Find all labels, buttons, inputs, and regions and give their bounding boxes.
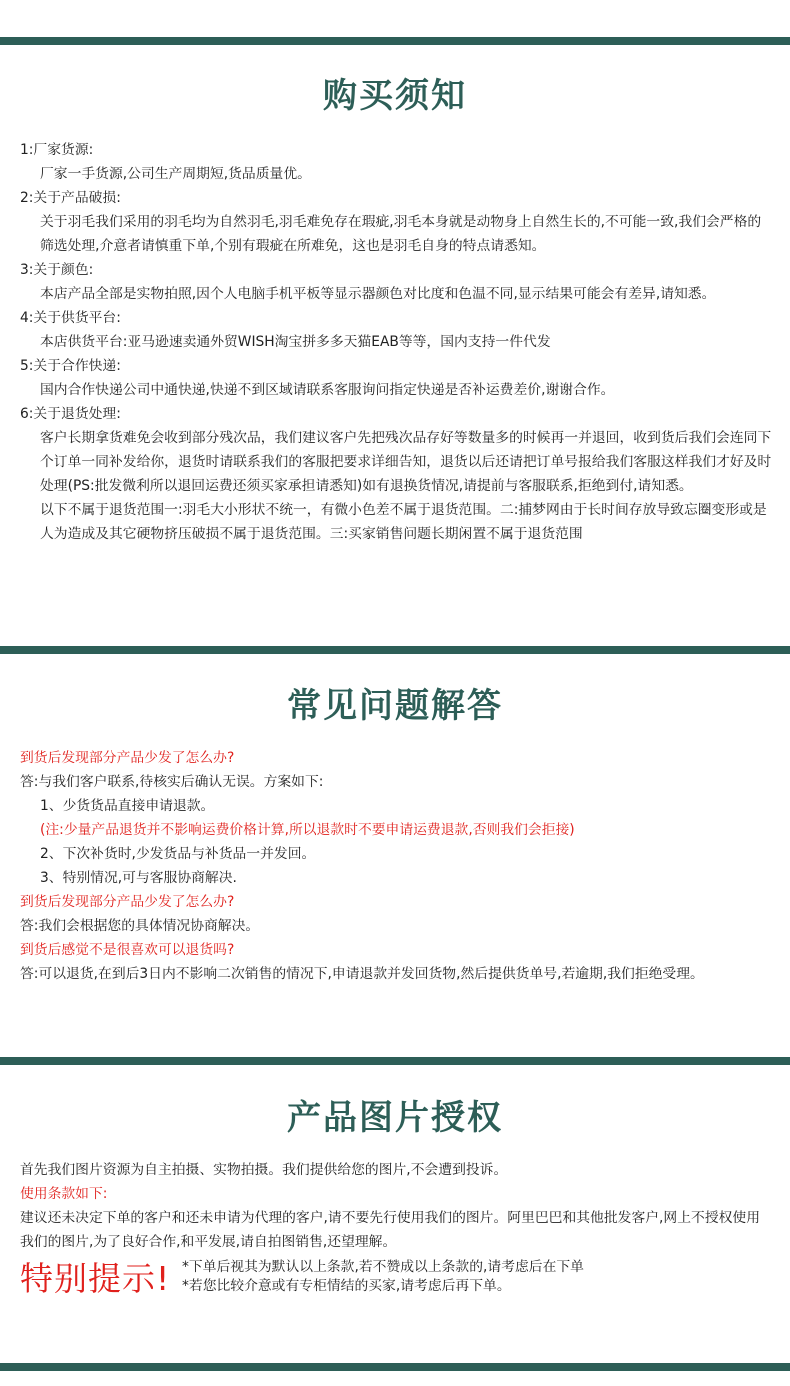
faq-question: 到货后发现部分产品少发了怎么办? (20, 750, 235, 766)
faq-list (20, 746, 772, 986)
note-heading: 6:关于退货处理: (20, 406, 121, 422)
faq-question: (注:少量产品退货并不影响运费价格计算,所以退款时不要申请运费退款,否则我们会拒接) (40, 822, 575, 838)
section-title-purchase: 购买须知 (323, 76, 467, 116)
special-notice-lines (182, 1258, 584, 1296)
section-divider-authorization (0, 1057, 790, 1065)
note-body: 关于羽毛我们采用的羽毛均为自然羽毛,羽毛难免存在瑕疵,羽毛本身就是动物身上自然生长的,不可能一致,我们会严格的筛选处理,介意者请慎重下单,个别有瑕疵在所难免，这也是羽毛自身的特点请悉知。 (40, 214, 762, 254)
notice-line: *下单后视其为默认以上条款,若不赞成以上条款的,请考虑后在下单 (182, 1259, 584, 1275)
note-heading: 4:关于供货平台: (20, 310, 121, 326)
note-heading: 3:关于颜色: (20, 262, 94, 278)
section-divider-top (0, 37, 790, 45)
faq-answer: 3、特别情况,可与客服协商解决. (40, 870, 237, 886)
faq-answer: 答:我们会根据您的具体情况协商解决。 (20, 918, 260, 934)
section-divider-bottom (0, 1363, 790, 1371)
note-body: 厂家一手货源,公司生产周期短,货品质量优。 (40, 166, 311, 182)
authorization-text (20, 1158, 772, 1254)
faq-question: 到货后发现部分产品少发了怎么办? (20, 894, 235, 910)
terms-body: 建议还未决定下单的客户和还未申请为代理的客户,请不要先行使用我们的图片。阿里巴巴和其他批发客户,网上不授权使用我们的图片,为了良好合作,和平发展,请自拍图销售,还望理解。 (20, 1210, 761, 1250)
faq-answer: 答:可以退货,在到后3日内不影响二次销售的情况下,申请退款并发回货物,然后提供货单号,若逾期,我们拒绝受理。 (20, 966, 704, 982)
special-notice-heading: 特别提示! (20, 1259, 171, 1298)
faq-answer: 2、下次补货时,少发货品与补货品一并发回。 (40, 846, 316, 862)
terms-heading: 使用条款如下: (20, 1186, 108, 1202)
note-heading: 5:关于合作快递: (20, 358, 121, 374)
note-body: 以下不属于退货范围一:羽毛大小形状不统一，有微小色差不属于退货范围。二:捕梦网由于长时间存放导致忘圈变形或是人为造成及其它硬物挤压破损不属于退货范围。三:买家销售问题长期闲置不属于退货范围 (40, 502, 767, 542)
authorization-intro: 首先我们图片资源为自主拍摄、实物拍摄。我们提供给您的图片,不会遭到投诉。 (20, 1162, 508, 1178)
section-title-authorization: 产品图片授权 (287, 1098, 503, 1138)
faq-answer: 1、少货货品直接申请退款。 (40, 798, 215, 814)
note-body: 国内合作快递公司中通快递,快递不到区域请联系客服询问指定快递是否补运费差价,谢谢合作。 (40, 382, 615, 398)
note-heading: 1:厂家货源: (20, 142, 94, 158)
section-title-faq: 常见问题解答 (287, 686, 503, 726)
note-heading: 2:关于产品破损: (20, 190, 121, 206)
note-body: 本店产品全部是实物拍照,因个人电脑手机平板等显示器颜色对比度和色温不同,显示结果可能会有差异,请知悉。 (40, 286, 716, 302)
note-body: 本店供货平台:亚马逊速卖通外贸WISH淘宝拼多多天猫EAB等等，国内支持一件代发 (40, 334, 551, 350)
note-body: 客户长期拿货难免会收到部分残次品，我们建议客户先把残次品存好等数量多的时候再一并退回，收到货后我们会连同下个订单一同补发给你，退货时请联系我们的客服把要求详细告知，退货以后还请把订单号报给我们客服这样我们才好及时处理(PS:批发微利所以退回运费还须买家承担请悉知)如有退换货情况,请提前与客服联系,拒绝到付,请知悉。 (40, 430, 772, 494)
notice-line: *若您比较介意或有专柜情结的买家,请考虑后再下单。 (182, 1278, 511, 1294)
faq-answer: 答:与我们客户联系,待核实后确认无误。方案如下: (20, 774, 324, 790)
faq-question: 到货后感觉不是很喜欢可以退货吗? (20, 942, 235, 958)
section-divider-faq (0, 646, 790, 654)
purchase-notes (20, 138, 772, 546)
